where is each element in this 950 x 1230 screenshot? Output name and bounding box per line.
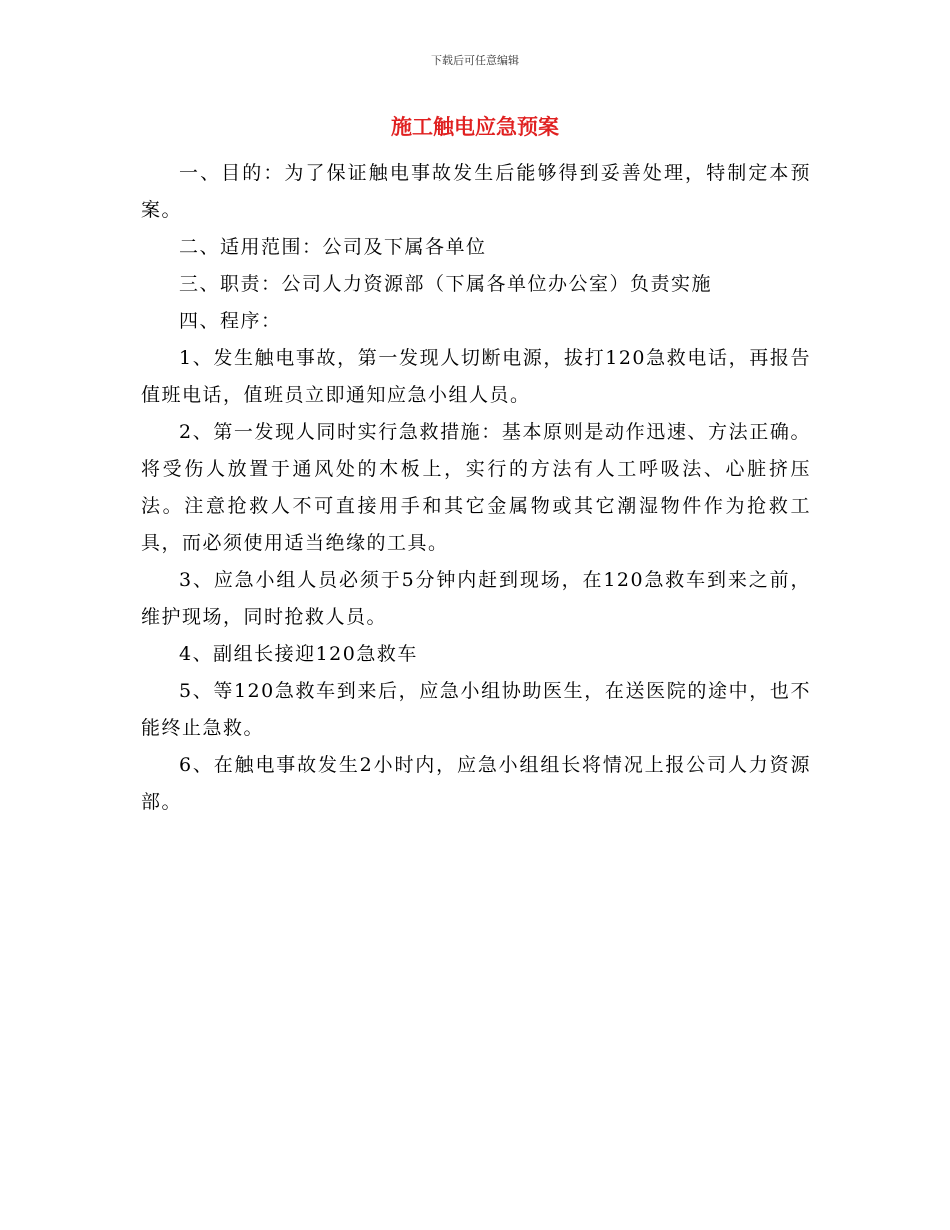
- paragraph-step-5: 5、等120急救车到来后，应急小组协助医生，在送医院的途中，也不能终止急救。: [141, 680, 811, 739]
- paragraph-step-3: 3、应急小组人员必须于5分钟内赶到现场，在120急救车到来之前，维护现场，同时抢救人员。: [141, 569, 811, 628]
- document-title: 施工触电应急预案: [391, 114, 559, 139]
- paragraph-procedure-heading: 四、程序：: [179, 310, 282, 332]
- paragraph-step-2: 2、第一发现人同时实行急救措施：基本原则是动作迅速、方法正确。将受伤人放置于通风处的木板上，实行的方法有人工呼吸法、心脏挤压法。注意抢救人不可直接用手和其它金属物或其它潮湿物件作为抢救工具，而必须使用适当绝缘的工具。: [141, 421, 811, 554]
- paragraph-responsibility: 三、职责：公司人力资源部（下属各单位办公室）负责实施: [179, 273, 713, 295]
- paragraph-step-1: 1、发生触电事故，第一发现人切断电源，拔打120急救电话，再报告值班电话，值班员立即通知应急小组人员。: [141, 347, 811, 406]
- document-body: [141, 155, 811, 821]
- paragraph-purpose: 一、目的：为了保证触电事故发生后能够得到妥善处理，特制定本预案。: [141, 162, 811, 221]
- paragraph-step-4: 4、副组长接迎120急救车: [179, 643, 418, 665]
- paragraph-step-6: 6、在触电事故发生2小时内，应急小组组长将情况上报公司人力资源部。: [141, 754, 811, 813]
- paragraph-scope: 二、适用范围：公司及下属各单位: [179, 236, 487, 258]
- header-note: 下载后可任意编辑: [431, 54, 519, 67]
